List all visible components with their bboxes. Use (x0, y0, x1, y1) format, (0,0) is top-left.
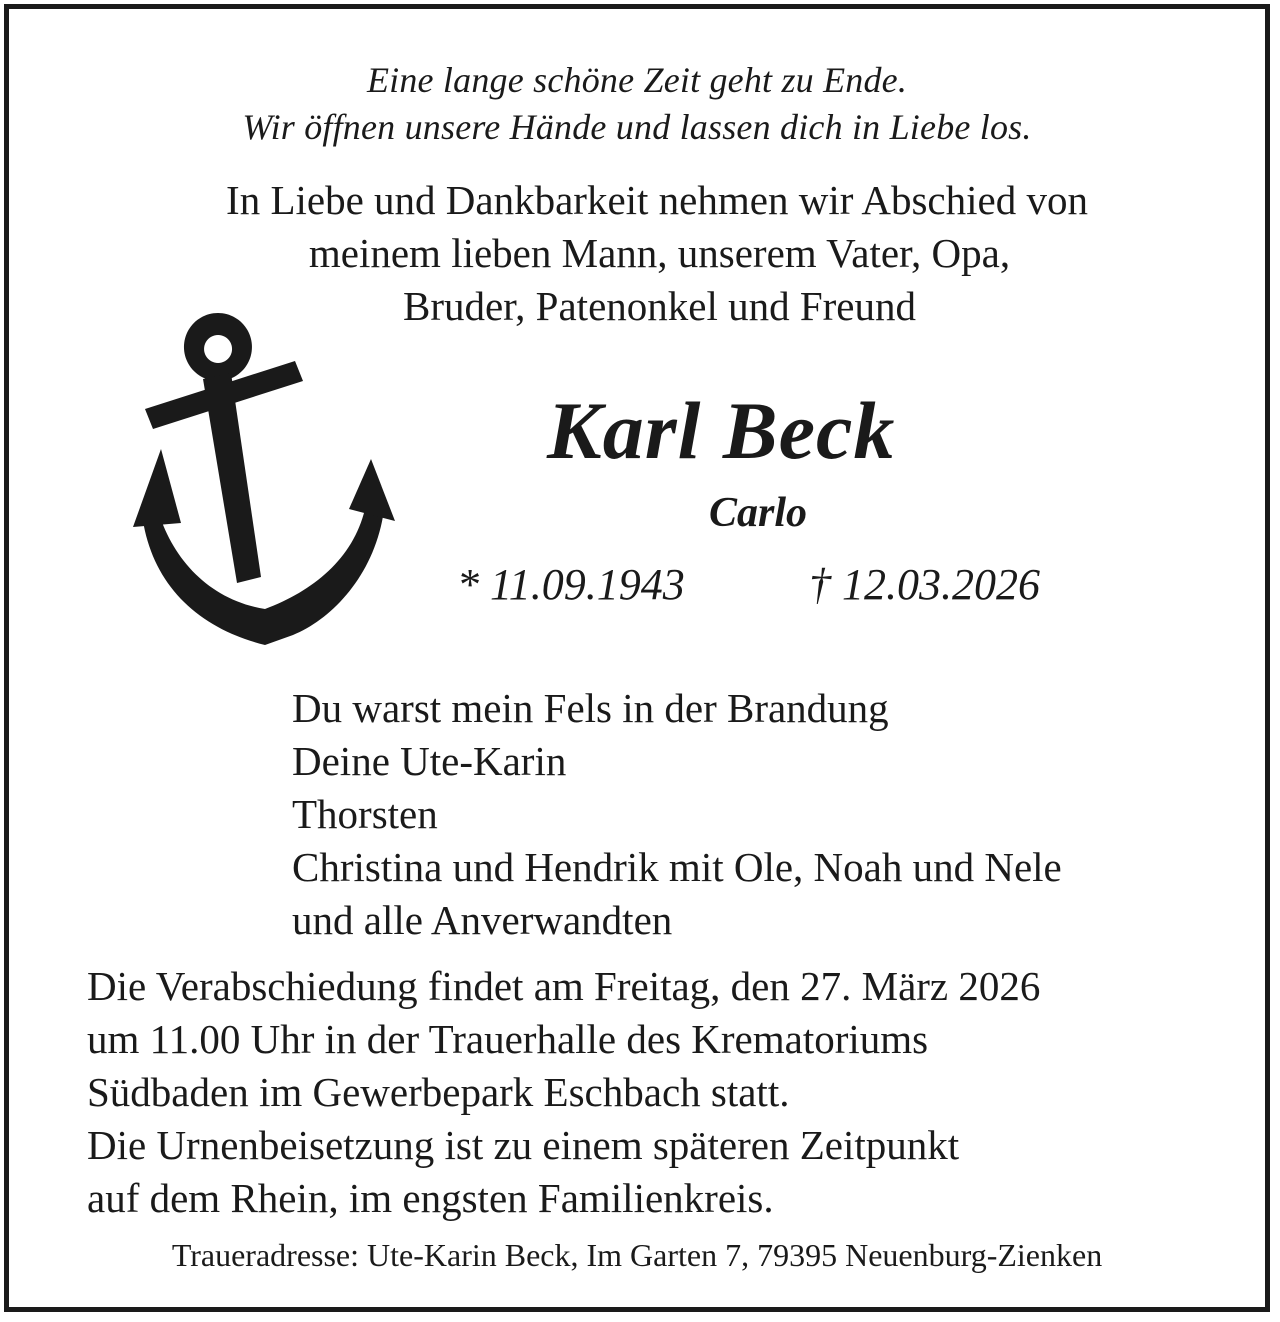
intro-line-2: meinem lieben Mann, unserem Vater, Opa, (308, 230, 1011, 276)
mourner-line-5: und alle Anverwandten (292, 897, 673, 943)
intro-line-3: Bruder, Patenonkel und Freund (402, 283, 917, 329)
birth-date: * 11.09.1943 (457, 560, 685, 609)
obituary-notice (4, 4, 1270, 1312)
motto-line-1: Eine lange schöne Zeit geht zu Ende. (366, 60, 908, 100)
ceremony-line-5: auf dem Rhein, im engsten Familienkreis. (87, 1175, 774, 1221)
mourner-line-2: Deine Ute-Karin (292, 738, 567, 784)
anchor-icon (133, 309, 403, 645)
mourner-line-3: Thorsten (292, 791, 438, 837)
ceremony-line-3: Südbaden im Gewerbepark Eschbach statt. (87, 1069, 790, 1115)
deceased-nickname: Carlo (709, 490, 808, 536)
ceremony-line-4: Die Urnenbeisetzung ist zu einem späteren Zeitpunkt (87, 1122, 960, 1168)
mourner-line-4: Christina und Hendrik mit Ole, Noah und Nele (292, 844, 1062, 890)
intro-line-1: In Liebe und Dankbarkeit nehmen wir Abschied von (226, 177, 1088, 223)
mourning-address: Traueradresse: Ute-Karin Beck, Im Garten 7, 79395 Neuenburg-Zienken (171, 1237, 1103, 1273)
death-date: † 12.03.2026 (809, 560, 1040, 609)
deceased-name: Karl Beck (547, 385, 896, 476)
mourner-line-1: Du warst mein Fels in der Brandung (292, 685, 889, 731)
ceremony-line-2: um 11.00 Uhr in der Trauerhalle des Krematoriums (87, 1016, 929, 1062)
ceremony-line-1: Die Verabschiedung findet am Freitag, den 27. März 2026 (87, 963, 1041, 1009)
motto-line-2: Wir öffnen unsere Hände und lassen dich in Liebe los. (242, 107, 1032, 147)
